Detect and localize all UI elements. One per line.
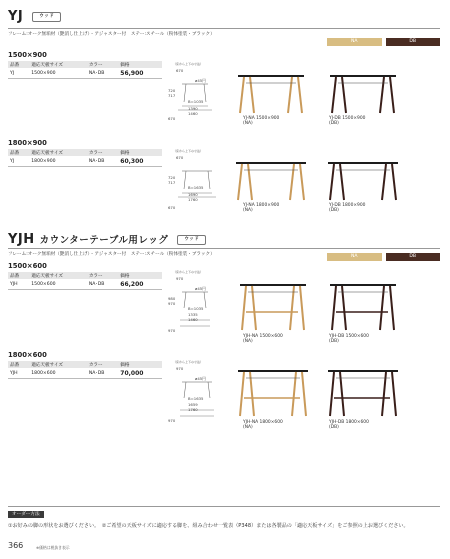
diagram-dim1: 980	[168, 296, 176, 301]
td-code: YJH	[8, 279, 29, 290]
diagram-note: （床から上下の寸法）	[173, 149, 204, 153]
diagram-bottom: 1335	[188, 312, 198, 317]
yj-na-1800-photo	[234, 160, 308, 202]
diagram-total: 1760	[188, 197, 198, 202]
order-method-label: オーダー方法	[8, 511, 44, 518]
swatch-na: NA	[327, 38, 382, 46]
diagram-dim2: 970	[168, 301, 176, 306]
caption-color: (DB)	[329, 208, 339, 214]
yj-1800-diagram	[168, 149, 232, 215]
th-code: 品番	[8, 61, 29, 68]
td-color: NA･DB	[87, 368, 118, 379]
yjh-description: フレーム:オーク無垢材（艶消し仕上げ）・アジャスター付 ステー:スチール（粉体塗装・ブラック）	[8, 252, 215, 257]
td-code: YJ	[8, 68, 29, 79]
yjh-na-1500-caption	[243, 334, 283, 345]
yj-description: フレーム:オーク無垢材（艶消し仕上げ）・アジャスター付 ステー:スチール（粉体塗装・ブラック）	[8, 32, 215, 37]
yjh-swatches	[327, 253, 440, 261]
th-code: 品番	[8, 149, 29, 156]
yj-1500-subtitle: 1500×900	[8, 51, 47, 59]
td-code: YJH	[8, 368, 29, 379]
diagram-note: （床から上下の寸法）	[173, 62, 204, 66]
yj-db-1800-caption	[329, 203, 365, 214]
td-price: 56,900	[118, 68, 162, 79]
yjh-na-1800-caption	[243, 420, 283, 431]
yjh-db-1500-caption	[329, 334, 369, 345]
diagram-bottom: 1390	[188, 106, 198, 111]
caption-name: YJH-DB 1800×600	[329, 420, 369, 425]
yjh-db-1500-photo	[328, 282, 398, 332]
yjh-1500-subtitle: 1500×600	[8, 262, 47, 270]
yjh-section-title	[8, 232, 206, 247]
diagram-left: 670	[168, 116, 176, 121]
th-code: 品番	[8, 361, 29, 368]
yjh-1800-spec-table	[8, 361, 162, 379]
th-price: 価格	[118, 61, 162, 68]
yjh-1500-diagram	[168, 270, 232, 340]
th-color: カラー	[87, 272, 118, 279]
yj-db-1500-photo	[328, 73, 398, 115]
th-size: 適応天板サイズ	[29, 361, 87, 368]
page-number: 366	[8, 541, 24, 550]
td-color: NA･DB	[87, 68, 118, 79]
yj-na-1500-photo	[236, 73, 306, 115]
diagram-bottom: 1690	[188, 192, 198, 197]
diagram-left: 970	[168, 418, 176, 423]
diagram-left: 970	[168, 328, 176, 333]
td-code: YJ	[8, 156, 29, 167]
caption-name: YJ-DB 1500×900	[329, 116, 366, 121]
yj-na-1800-caption	[243, 203, 279, 214]
swatch-db: DB	[386, 38, 441, 46]
yjh-1800-diagram-lines	[168, 360, 232, 430]
th-price: 価格	[118, 149, 162, 156]
td-size: 1500×600	[29, 279, 87, 290]
yjh-1800-subtitle: 1800×600	[8, 351, 47, 359]
td-size: 1500×900	[29, 68, 87, 79]
yjh-material-tag: ウッド	[177, 235, 206, 245]
diagram-inner: B=1635	[188, 185, 204, 190]
order-method-text: ①お好みの脚の形状をお選びください。 ②ご希望の天板サイズに適応する脚を、組み合わせ一覧表（P348）または各製品の「適応天板サイズ」をご参照の上お選びください。	[8, 523, 409, 529]
yjh-1500-spec-table	[8, 272, 162, 290]
diagram-w-top: ø45円	[195, 376, 206, 381]
caption-name: YJ-NA 1500×900	[243, 116, 280, 121]
diagram-dim2: 717	[168, 93, 176, 98]
caption-color: (DB)	[329, 425, 339, 431]
td-price: 70,000	[118, 368, 162, 379]
th-color: カラー	[87, 361, 118, 368]
diagram-dim1: 720	[168, 88, 176, 93]
yj-1800-spec-table	[8, 149, 162, 167]
caption-name: YJH-DB 1500×600	[329, 334, 369, 339]
th-color: カラー	[87, 149, 118, 156]
diagram-note: （床から上下の寸法）	[173, 360, 204, 364]
td-price: 66,200	[118, 279, 162, 290]
diagram-total: 1460	[188, 111, 198, 116]
yjh-db-1800-photo	[326, 368, 400, 418]
diagram-w-top: ø45円	[195, 78, 206, 83]
diagram-bottom: 1659	[188, 402, 198, 407]
diagram-inner: B=1635	[188, 396, 204, 401]
yj-material-tag: ウッド	[32, 12, 61, 22]
order-divider	[8, 506, 440, 507]
yj-db-1800-photo	[326, 160, 400, 202]
td-size: 1800×900	[29, 156, 87, 167]
caption-color: (DB)	[329, 121, 339, 127]
yj-db-1500-caption	[329, 116, 365, 127]
th-size: 適応天板サイズ	[29, 61, 87, 68]
yj-title: YJ	[8, 9, 24, 24]
diagram-top: 670	[176, 155, 184, 160]
caption-color: (NA)	[243, 208, 253, 214]
diagram-top: 670	[176, 68, 184, 73]
td-price: 60,300	[118, 156, 162, 167]
diagram-w-top: ø45円	[195, 286, 206, 291]
th-size: 適応天板サイズ	[29, 272, 87, 279]
yjh-divider	[8, 248, 440, 249]
th-size: 適応天板サイズ	[29, 149, 87, 156]
tax-note: ※価格は税抜き表示	[36, 545, 70, 550]
caption-color: (NA)	[243, 425, 253, 431]
caption-name: YJH-NA 1800×600	[243, 420, 283, 425]
diagram-left: 670	[168, 205, 176, 210]
caption-name: YJ-NA 1800×900	[243, 203, 280, 208]
diagram-total: 1460	[188, 317, 198, 322]
th-code: 品番	[8, 272, 29, 279]
diagram-inner: B=1035	[188, 99, 204, 104]
yj-1500-diagram	[168, 62, 232, 126]
yjh-1500-diagram-lines	[168, 270, 232, 340]
yjh-1800-diagram	[168, 360, 232, 430]
yj-divider	[8, 28, 440, 29]
caption-color: (NA)	[243, 339, 253, 345]
th-color: カラー	[87, 61, 118, 68]
yj-1500-spec-table	[8, 61, 162, 79]
diagram-top: 970	[176, 276, 184, 281]
caption-color: (DB)	[329, 339, 339, 345]
yj-1800-subtitle: 1800×900	[8, 139, 47, 147]
swatch-db: DB	[386, 253, 441, 261]
diagram-inner: B=1035	[188, 306, 204, 311]
yj-na-1500-caption	[243, 116, 279, 127]
diagram-dim1: 720	[168, 175, 176, 180]
yjh-db-1800-caption	[329, 420, 369, 431]
th-price: 価格	[118, 272, 162, 279]
caption-name: YJ-DB 1800×900	[329, 203, 366, 208]
yj-swatches	[327, 38, 440, 46]
yjh-na-1500-photo	[238, 282, 308, 332]
td-color: NA･DB	[87, 156, 118, 167]
diagram-dim2: 717	[168, 180, 176, 185]
th-price: 価格	[118, 361, 162, 368]
diagram-top: 970	[176, 366, 184, 371]
td-color: NA･DB	[87, 279, 118, 290]
yj-section-title	[8, 9, 61, 24]
yj-1500-diagram-lines	[168, 62, 232, 126]
td-size: 1800×600	[29, 368, 87, 379]
yj-1800-diagram-lines	[168, 149, 232, 215]
swatch-na: NA	[327, 253, 382, 261]
caption-color: (NA)	[243, 121, 253, 127]
yjh-title: YJH	[8, 232, 35, 247]
yjh-title-jp: カウンターテーブル用レッグ	[39, 235, 169, 246]
diagram-total: 1760	[188, 407, 198, 412]
yjh-na-1800-photo	[236, 368, 310, 418]
diagram-note: （床から上下の寸法）	[173, 270, 204, 274]
caption-name: YJH-NA 1500×600	[243, 334, 283, 339]
